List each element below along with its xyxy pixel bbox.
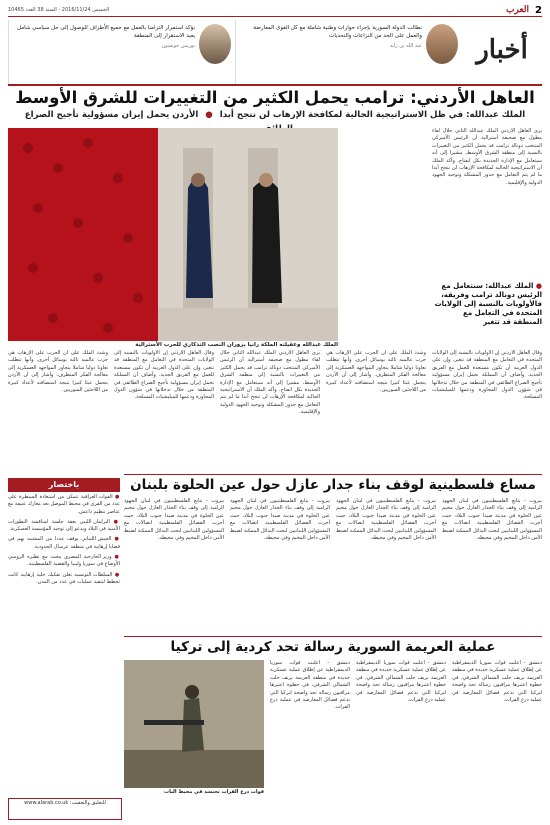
article-paragraph: يرى العاهل الأردني الملك عبدالله الثاني خلال لقاء مطول مع صحيفة أسترالية أن الرئيس الأميركي المنتخب دونالد ترامب قد يحمل الكثير من التغييرات بالنسبة إلى منطقة الشرق الأوسط، مشيرا إلى أنه سيتعامل مع الإدارة الجديدة بكل انفتاح. وأكد الملك أن الاستراتيجية الحالية لمكافحة الإرهاب لن تنجح أبدا ما لم يتم التعامل مع جذور المشكلة وتوحيد الجهود الدولية والإقليمية. (220, 350, 320, 416)
story2-column-3 (230, 498, 330, 632)
story3-column-3 (270, 660, 350, 816)
brief-item: ● السلطات التونسية تعلن تفكيك خلية إرهابية كانت تخطط لتنفيذ عمليات في عدد من المدن. (8, 571, 120, 585)
quote-author: عبد الله بن زايد (389, 42, 422, 49)
article-column-2 (326, 350, 426, 468)
lead-quote-text: الملك عبدالله: سنتعامل مع الرئيس دونالد ترامب وفريقه، فالأولويات بالنسبة إلى الولايات المتحدة في التعامل مع المنطقة قد تتغير (434, 282, 542, 326)
subhead-right: الملك عبدالله: في ظل الاستراتيجية الحالية لمكافحة الإرهاب لن ننجح أبدا (219, 110, 526, 120)
article-column-4 (114, 350, 214, 468)
section-title: أخبار (476, 35, 528, 65)
bullet-icon: ● (111, 536, 121, 543)
quote-box (235, 20, 462, 84)
bullet-icon: ● (112, 494, 121, 500)
page-number: 2 (535, 4, 542, 16)
feedback-footer: للتعليق والتعقيب: www.alarab.co.uk (8, 798, 122, 820)
brief-item: ● القوات العراقية تتمكن من استعادة السيطرة على عدد من القرى في محيط الموصل بعد معارك عنيفة مع عناصر تنظيم داعش. (7, 494, 121, 515)
speaker-portrait (199, 24, 231, 64)
main-headline: العاهل الأردني: ترامب يحمل الكثير من التغييرات للشرق الأوسط (8, 84, 542, 110)
article-column-3 (220, 350, 320, 468)
article-paragraph: بيروت - يتابع الفلسطينيون في لبنان الجهود الرامية إلى وقف بناء الجدار العازل حول مخيم عين الحلوة في مدينة صيدا جنوب البلاد، حيث أجرت الفصائل الفلسطينية اتصالات مع المسؤولين اللبنانيين لبحث البدائل الممكنة لضبط الأمن داخل المخيم وفي محيطه. (336, 498, 436, 542)
quote-body (13, 24, 195, 49)
bullet-icon: ● (109, 518, 120, 525)
newspaper-logo: العرب (506, 5, 530, 15)
story3-column-2 (356, 660, 446, 816)
subhead-left: الأردن يحمل إيران مسؤولية تأجيج الصراع (24, 110, 199, 120)
brief-item: ● البرلمان الليبي يعقد جلسة لمناقشة التطورات الأمنية في البلاد ويدعو إلى توحيد المؤسسة العسكرية. (8, 518, 120, 533)
briefs-header: باختصار (8, 478, 120, 492)
quote-author: بوريس جونسون (161, 42, 195, 49)
story3-photo-caption: قوات درع الفرات تحتشد في محيط الباب (164, 789, 264, 795)
quote-body (240, 24, 422, 49)
article-paragraph: دمشق - أعلنت قوات سوريا الديمقراطية عن إطلاق عملية عسكرية جديدة في منطقة العريمة بريف حلب الشمالي الشرقي، في خطوة اعتبرها مراقبون رسالة تحد واضحة لتركيا التي تدعم فصائل المعارضة في عملية درع الفرات. (270, 660, 350, 711)
article-column-1 (432, 350, 542, 468)
speaker-portrait (426, 24, 458, 64)
story2-column-4 (124, 498, 224, 632)
story3-photo (124, 660, 264, 788)
article-paragraph: دمشق - أعلنت قوات سوريا الديمقراطية عن إطلاق عملية عسكرية جديدة في منطقة العريمة بريف حلب الشمالي الشرقي، في خطوة اعتبرها مراقبون رسالة تحد واضحة لتركيا التي تدعم فصائل المعارضة في عملية درع الفرات. (452, 660, 542, 704)
bullet-icon: ● (112, 571, 120, 578)
article-column-right (432, 128, 542, 278)
brief-item: ● الجيش اللبناني يوقف عددا من المشتبه بهم في قضايا إرهابية في منطقة عرسال الحدودية. (8, 536, 121, 550)
masthead-right (506, 5, 542, 16)
bullet-icon: ● (111, 554, 120, 561)
article-paragraph: وشدد الملك على أن الحرب على الإرهاب هي حرب عالمية ثالثة بوسائل أخرى، وأنها تتطلب تعاونا دوليا شاملا يتجاوز المواجهة العسكرية إلى معالجة الفكر المتطرف. وأشار إلى أن الأردن يتحمل عبئا كبيرا نتيجة استضافته لأعداد كبيرة من اللاجئين السوريين. (8, 350, 108, 394)
quote-text: نؤكد استمرار التزامنا بالعمل مع جميع الأطراف للوصول إلى حل سياسي شامل يعيد الاستقرار إلى المنطقة (17, 25, 195, 40)
story2-headline: مساع فلسطينية لوقف بناء جدار عازل حول عين الحلوة بلبنان (124, 474, 542, 495)
photo-caption: الملك عبدالله وعقيلته الملكة رانيا يزوران النصب التذكاري للحرب الأسترالية (135, 342, 338, 348)
article-paragraph: بيروت - يتابع الفلسطينيون في لبنان الجهود الرامية إلى وقف بناء الجدار العازل حول مخيم عين الحلوة في مدينة صيدا جنوب البلاد، حيث أجرت الفصائل الفلسطينية اتصالات مع المسؤولين اللبنانيين لبحث البدائل الممكنة لضبط الأمن داخل المخيم وفي محيطه. (124, 498, 224, 542)
top-quotes-band (8, 20, 542, 84)
lead-photo (8, 128, 338, 341)
brief-item: ● وزير الخارجية المصري يبحث مع نظيره الروسي الأوضاع في سوريا وليبيا والقضية الفلسطينية. (8, 554, 120, 568)
story3-headline: عملية العريمة السورية رسالة تحد كردية إلى تركيا (124, 636, 542, 657)
article-paragraph: دمشق - أعلنت قوات سوريا الديمقراطية عن إطلاق عملية عسكرية جديدة في منطقة العريمة بريف حلب الشمالي الشرقي، في خطوة اعتبرها مراقبون رسالة تحد واضحة لتركيا التي تدعم فصائل المعارضة في عملية درع الفرات. (356, 660, 446, 704)
article-paragraph: بيروت - يتابع الفلسطينيون في لبنان الجهود الرامية إلى وقف بناء الجدار العازل حول مخيم عين الحلوة في مدينة صيدا جنوب البلاد، حيث أجرت الفصائل الفلسطينية اتصالات مع المسؤولين اللبنانيين لبحث البدائل الممكنة لضبط الأمن داخل المخيم وفي محيطه. (442, 498, 542, 542)
article-paragraph: يرى العاهل الأردني الملك عبدالله الثاني خلال لقاء مطول مع صحيفة أسترالية أن الرئيس الأميركي المنتخب دونالد ترامب قد يحمل الكثير من التغييرات بالنسبة إلى منطقة الشرق الأوسط، مشيرا إلى أنه سيتعامل مع الإدارة الجديدة بكل انفتاح. وأكد الملك أن الاستراتيجية الحالية لمكافحة الإرهاب لن تنجح أبدا ما لم يتم التعامل مع جذور المشكلة وتوحيد الجهود الدولية والإقليمية. (432, 128, 542, 186)
poppy-wall-image (8, 128, 338, 341)
bullet-icon: ● (533, 282, 542, 290)
article-paragraph: بيروت - يتابع الفلسطينيون في لبنان الجهود الرامية إلى وقف بناء الجدار العازل حول مخيم عين الحلوة في مدينة صيدا جنوب البلاد، حيث أجرت الفصائل الفلسطينية اتصالات مع المسؤولين اللبنانيين لبحث البدائل الممكنة لضبط الأمن داخل المخيم وفي محيطه. (230, 498, 330, 542)
article-paragraph: وشدد الملك على أن الحرب على الإرهاب هي حرب عالمية ثالثة بوسائل أخرى، وأنها تتطلب تعاونا دوليا شاملا يتجاوز المواجهة العسكرية إلى معالجة الفكر المتطرف. وأشار إلى أن الأردن يتحمل عبئا كبيرا نتيجة استضافته لأعداد كبيرة من اللاجئين السوريين. (326, 350, 426, 394)
main-subhead (8, 108, 542, 122)
article-paragraph: وقال العاهل الأردني إن الأولويات بالنسبة إلى الولايات المتحدة في التعامل مع المنطقة قد تتغير، وإن على الدول العربية أن تكون مستعدة للعمل مع الفريق الجديد. وأضاف أن المملكة تحمل إيران مسؤولية تأجيج الصراع الطائفي في المنطقة من خلال تدخلاتها في شؤون الدول المجاورة ودعمها للميليشيات المسلحة. (114, 350, 214, 401)
quote-text: نطالب الدولة السورية بإجراء حوارات وطنية شاملة مع كل القوى المعارضة والعمل على الحد من النزاعات والتحديات (253, 25, 422, 40)
story3-column-1 (452, 660, 542, 816)
lead-quote (432, 282, 542, 327)
issue-date: الخميس 2016/11/24 - السنة 38 العدد 10465 (8, 7, 110, 13)
fighter-image (124, 660, 264, 788)
article-paragraph: وقال العاهل الأردني إن الأولويات بالنسبة إلى الولايات المتحدة في التعامل مع المنطقة قد تتغير، وإن على الدول العربية أن تكون مستعدة للعمل مع الفريق الجديد. وأضاف أن المملكة تحمل إيران مسؤولية تأجيج الصراع الطائفي في المنطقة من خلال تدخلاتها في شؤون الدول المجاورة ودعمها للميليشيات المسلحة. (432, 350, 542, 401)
masthead (8, 4, 542, 17)
article-column-5 (8, 350, 108, 468)
briefs-list (8, 494, 120, 589)
quote-box (8, 20, 235, 84)
bullet-separator: ● (205, 110, 213, 120)
story2-column-1 (442, 498, 542, 632)
story2-column-2 (336, 498, 436, 632)
